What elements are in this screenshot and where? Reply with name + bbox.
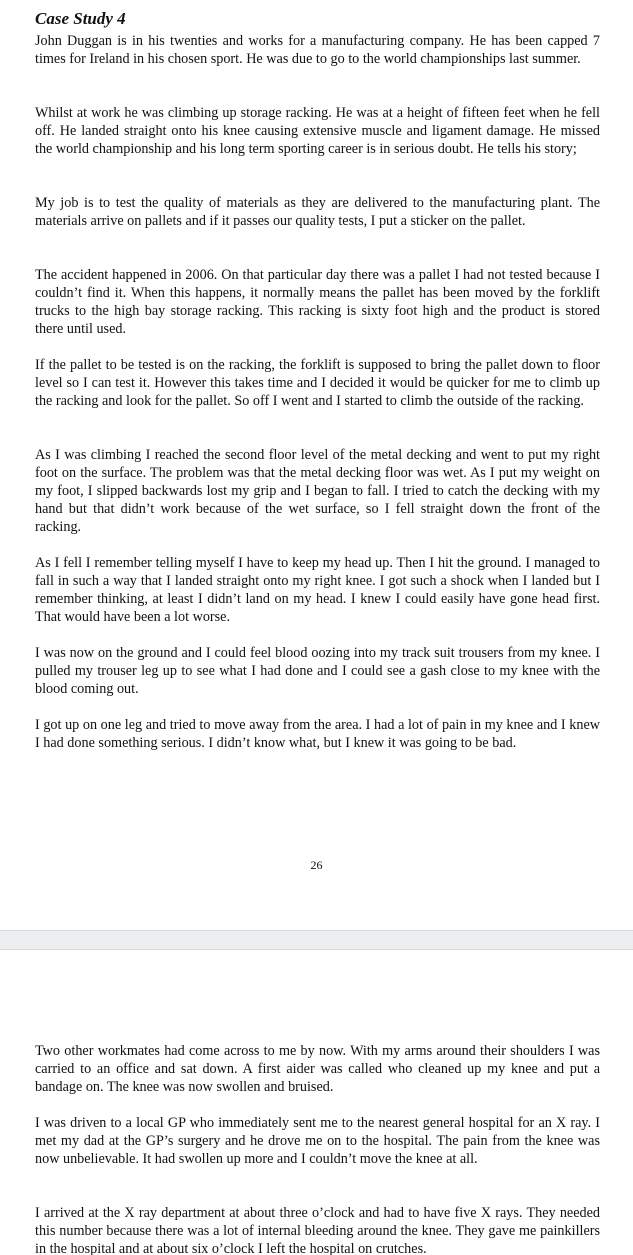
paragraph-fall (35, 554, 600, 626)
paragraph-workmates (35, 1042, 600, 1096)
paragraph-text: The accident happened in 2006. On that particular day there was a pallet I had not tested because I couldn’t find it. When this happens, it normally means the pallet has been moved by the forklift trucks to the high bay storage racking. This racking is sixty foot high and the product is stored there until used. (35, 267, 600, 337)
paragraph-summary (35, 104, 600, 158)
paragraph-text: My job is to test the quality of materials as they are delivered to the manufacturing plant. The materials arrive on pallets and if it passes our quality tests, I put a sticker on the pallet. (35, 195, 600, 229)
paragraph-text: As I was climbing I reached the second floor level of the metal decking and went to put my right foot on the surface. The problem was that the metal decking floor was wet. As I put my weight on my foot, I slipped backwards lost my grip and I began to fall. I tried to catch the decking with my hand but that didn’t work because of the wet surface, so I fell straight down the front of the racking. (35, 447, 600, 535)
paragraph-text: I arrived at the X ray department at about three o’clock and had to have five X rays. They needed this number because there was a lot of internal bleeding around the knee. They gave me painkillers in the hospital and at about six o’clock I left the hospital on crutches. (35, 1205, 600, 1255)
paragraph-racking (35, 356, 600, 410)
paragraph-text: Two other workmates had come across to me by now. With my arms around their shoulders I was carried to an office and sat down. A first aider was called who cleaned up my knee and put a bandage on. The knee was now swollen and bruised. (35, 1043, 600, 1095)
paragraph-text: As I fell I remember telling myself I have to keep my head up. Then I hit the ground. I managed to fall in such a way that I landed straight onto my right knee. I got such a shock when I landed but I remember thinking, at least I didn’t land on my head. I knew I could easily have gone head first. That would have been a lot worse. (35, 555, 600, 625)
case-study-title: Case Study 4 (35, 9, 126, 28)
page-separator (0, 930, 633, 950)
paragraph-intro (35, 32, 600, 68)
paragraph-text: Whilst at work he was climbing up storage racking. He was at a height of fifteen feet when he fell off. He landed straight onto his knee causing extensive muscle and ligament damage. He missed the world championship and his long term sporting career is in serious doubt. He tells his story; (35, 105, 600, 157)
paragraph-accident (35, 266, 600, 338)
paragraph-text: If the pallet to be tested is on the racking, the forklift is supposed to bring the pallet down to floor level so I can test it. However this takes time and I decided it would be quicker for me to climb up the racking and look for the pallet. So off I went and I started to climb the outside of the racking. (35, 357, 600, 409)
paragraph-gp (35, 1114, 600, 1168)
paragraph-text: I was driven to a local GP who immediately sent me to the nearest general hospital for an X ray. I met my dad at the GP’s surgery and he drove me on to the hospital. The pain from the knee was now unbelievable. It had swollen up more and I couldn’t move the knee at all. (35, 1115, 600, 1167)
paragraph-text: I got up on one leg and tried to move away from the area. I had a lot of pain in my knee and I knew I had done something serious. I didn’t know what, but I knew it was going to be bad. (35, 717, 600, 751)
paragraph-job (35, 194, 600, 230)
page-number: 26 (310, 858, 323, 872)
paragraph-text: John Duggan is in his twenties and works for a manufacturing company. He has been capped 7 times for Ireland in his chosen sport. He was due to go to the world championships last summer. (35, 33, 600, 67)
paragraph-injury (35, 644, 600, 698)
document-page-27 (0, 950, 633, 1255)
paragraph-xray (35, 1204, 600, 1255)
paragraph-pain (35, 716, 600, 752)
paragraph-climbing (35, 446, 600, 536)
paragraph-text: I was now on the ground and I could feel blood oozing into my track suit trousers from my knee. I pulled my trouser leg up to see what I had done and I could see a gash close to my knee with the blood coming out. (35, 645, 600, 697)
